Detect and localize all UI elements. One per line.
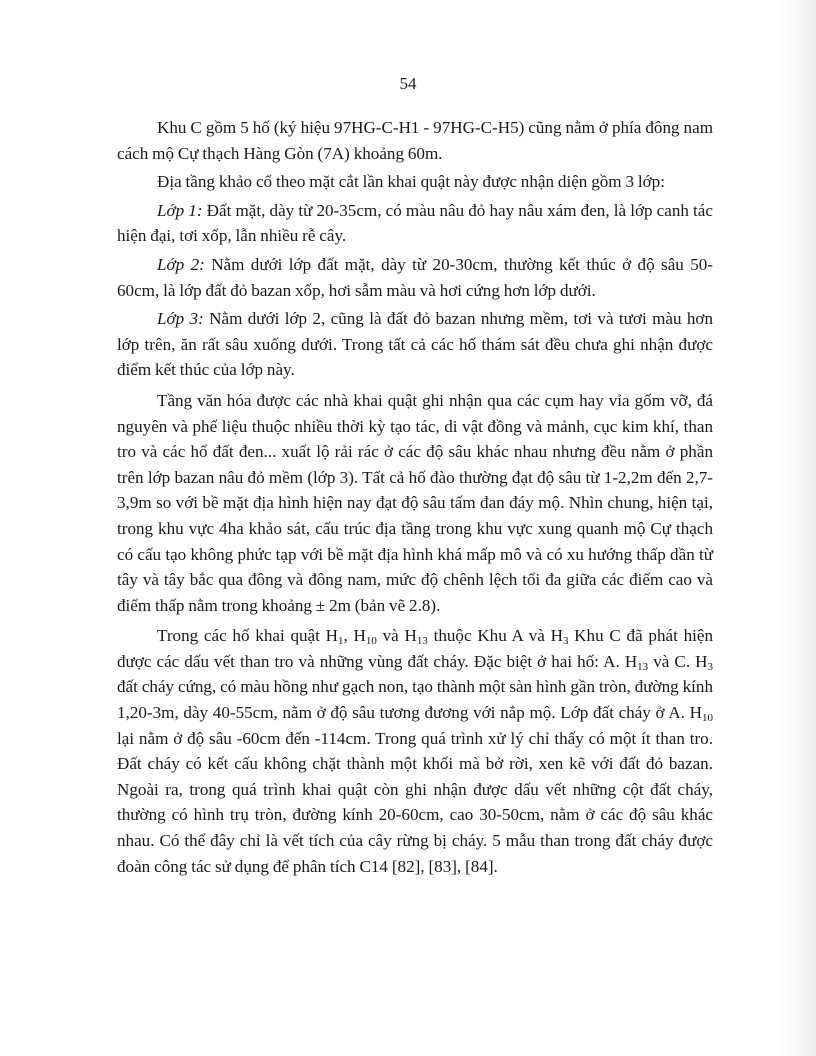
layer-2-text: Nằm dưới lớp đất mặt, dày từ 20-30cm, thường kết thúc ở độ sâu 50-60cm, là lớp đất đỏ bazan xốp, hơi sẫm màu và hơi cứng hơn lớp dưới. [117, 254, 713, 300]
burnt-soil-text: và H [376, 626, 417, 646]
subscript: 1 [337, 635, 344, 648]
burnt-soil-text: Trong các hố khai quật H [157, 626, 338, 646]
layer-1-text: Đất mặt, dày từ 20-35cm, có màu nâu đỏ hay nâu xám đen, là lớp canh tác hiện đại, tơi xốp, lẫn nhiều rễ cây. [117, 200, 713, 246]
body-text [117, 115, 713, 882]
burnt-soil-text: đất cháy cứng, có màu hồng như gạch non, tạo thành một sàn hình gần tròn, đường kính 1,20-3m, dày 40-55cm, nằm ở độ sâu tương đương với nắp mộ. Lớp đất cháy ở A. H [117, 677, 713, 723]
page-number: 54 [399, 74, 417, 93]
subscript: 13 [416, 635, 428, 648]
layer-2-label: Lớp 2: [157, 254, 205, 274]
subscript: 10 [365, 635, 377, 648]
burnt-soil-text: Khu C đã phát hiện được các dấu vết than tro và những vùng đất cháy. Đặc biệt ở hai hố: A. H [117, 626, 714, 671]
paragraph-layer-1 [117, 198, 713, 249]
subscript: 3 [707, 660, 713, 673]
burnt-soil-text: lại nằm ở độ sâu -60cm đến -114cm. Trong quá trình xử lý chỉ thấy có một ít than tro. Đất cháy có kết cấu không chặt thành một khối mà bở rời, xen kẽ với đất đỏ bazan. Ngoài ra, trong quá trình khai quật còn ghi nhận được dấu vết những cột đất cháy, thường có hình trụ tròn, đường kính 20-60cm, cao 30-50cm, nằm ở các độ sâu khác nhau. Có thể đây chỉ là vết tích của cây rừng bị cháy. 5 mẫu than trong đất cháy được đoàn công tác sử dụng để phân tích C14 [82], [83], [84]. [117, 728, 713, 876]
paragraph-cultural-layer: Tầng văn hóa được các nhà khai quật ghi nhận qua các cụm hay vỉa gốm vỡ, đá nguyên và phế liệu thuộc nhiều thời kỳ tạo tác, di vật đồng và mảnh, cục kim khí, than tro và các hố đất đen... xuất lộ rải rác ở các độ sâu khác nhau nhưng đều nằm ở phần trên lớp bazan nâu đỏ mềm (lớp 3). Tất cả hố đào thường đạt độ sâu từ 1-2,2m đến 2,7-3,9m so với bề mặt địa hình hiện nay đạt độ sâu tấm đan đáy mộ. Nhìn chung, hiện tại, trong khu vực 4ha khảo sát, cấu trúc địa tầng trong khu vực xung quanh mộ Cự thạch có cấu tạo không phức tạp với bề mặt địa hình khá mấp mô và có xu hướng thấp dần từ tây và tây bắc qua đông và đông nam, mức độ chênh lệch tối đa giữa các điểm cao và điểm thấp nằm trong khoảng ± 2m (bản vẽ 2.8). [117, 390, 713, 615]
paragraph-burnt-soil [117, 623, 713, 879]
scan-edge-shadow [776, 0, 816, 1056]
layer-3-label: Lớp 3: [157, 309, 204, 329]
subscript: 10 [702, 712, 713, 725]
layer-3-text: Nằm dưới lớp 2, cũng là đất đỏ bazan nhưng mềm, tơi và tươi màu hơn lớp trên, ăn rất sâu xuống dưới. Trong tất cả các hố thám sát đều chưa ghi nhận được điểm kết thúc của lớp này. [117, 309, 714, 380]
burnt-soil-text: thuộc Khu A và H [427, 626, 563, 646]
paragraph-stratigraphy-intro: Địa tầng khảo cổ theo mặt cắt lần khai quật này được nhận diện gồm 3 lớp: [157, 172, 665, 192]
subscript: 3 [562, 635, 569, 648]
paragraph-layer-2 [117, 252, 713, 303]
paragraph-layer-3 [117, 306, 713, 383]
burnt-soil-text: và C. H [648, 651, 708, 671]
burnt-soil-text: , H [343, 626, 366, 646]
paragraph-khu-c: Khu C gồm 5 hố (ký hiệu 97HG-C-H1 - 97HG-C-H5) cũng nằm ở phía đông nam cách mộ Cự thạch Hàng Gòn (7A) khoảng 60m. [117, 118, 713, 163]
layer-1-label: Lớp 1: [157, 200, 203, 220]
subscript: 13 [637, 660, 649, 673]
